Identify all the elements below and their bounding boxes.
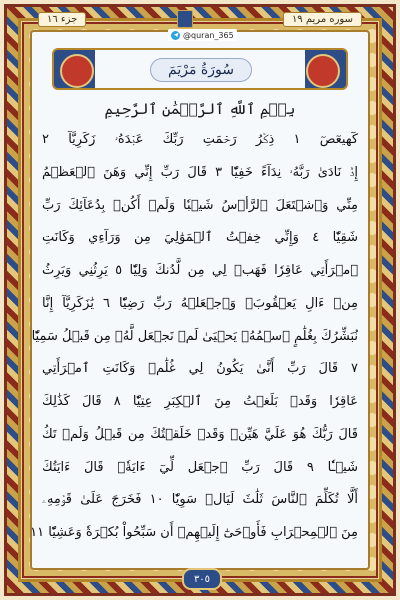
surah-title: سُورَةُ مَرْيَمَ [168, 62, 234, 78]
telegram-icon [171, 31, 180, 40]
banner-left-medallion [60, 54, 94, 88]
channel-handle[interactable] [168, 29, 237, 41]
basmala: بِسۡمِ ٱللَّهِ ٱلرَّحۡمَٰنِ ٱلرَّحِيمِ [104, 100, 296, 118]
verse-lines [30, 126, 359, 546]
verse-line: ٧ قَالَ رَبِّ أَنَّىٰ يَكُونُ لِي غُلَٰمٞ وَكَانَتِ ٱمۡرَأَتِي [42, 361, 358, 377]
verse-line: شَقِيّٗا ٤ وَإِنِّي خِفۡتُ ٱلۡمَوَٰلِيَ مِن وَرَآءِي وَكَانَتِ [42, 230, 358, 246]
verse-line: عَاقِرٗا وَقَدۡ بَلَغۡتُ مِنَ ٱلۡكِبَرِ عِتِيّٗا ٨ قَالَ كَذَٰلِكَ [42, 394, 358, 409]
verse-line: ٱمۡرَأَتِي عَاقِرٗا فَهَبۡ لِي مِن لَّدُنكَ وَلِيّٗا ٥ يَرِثُنِي وَيَرِثُ [42, 263, 358, 278]
verse-line: أَلَّا تُكَلِّمَ ٱلنَّاسَ ثَلَٰثَ لَيَالٖ سَوِيّٗا ١٠ فَخَرَجَ عَلَىٰ قَوۡمِهِۦ [42, 492, 358, 508]
banner-right-medallion [306, 54, 340, 88]
page-header [38, 8, 362, 30]
verse-line: كٓهيعٓصٓ ١ ذِكۡرُ رَحۡمَتِ رَبِّكَ عَبۡدَهُۥ زَكَرِيَّآ ٢ [42, 132, 359, 147]
surah-banner [52, 48, 348, 90]
verse-line: قَالَ رَبُّكَ هُوَ عَلَيَّ هَيِّنٞ وَقَدۡ خَلَقۡتُكَ مِن قَبۡلُ وَلَمۡ تَكُ [42, 426, 358, 442]
juz-label: جزء ١٦ [38, 12, 86, 27]
verse-line: مِنَ ٱلۡمِحۡرَابِ فَأَوۡحَىٰٓ إِلَيۡهِمۡ أَن سَبِّحُواْ بُكۡرَةٗ وَعَشِيّٗا ١١ [30, 525, 358, 540]
channel-handle-text: @quran_365 [183, 30, 234, 40]
verse-line: مِنِّي وَٱشۡتَعَلَ ٱلرَّأۡسُ شَيۡبٗا وَلَمۡ أَكُنۢ بِدُعَآئِكَ رَبِّ [42, 197, 358, 213]
verse-line: مِنۡ ءَالِ يَعۡقُوبَۖ وَٱجۡعَلۡهُ رَبِّ رَضِيّٗا ٦ يَٰزَكَرِيَّآ إِنَّا [42, 295, 358, 311]
emblem-icon [177, 10, 193, 28]
page-number: ٣٠٥ [182, 568, 222, 590]
verse-line: شَيۡـٔٗا ٩ قَالَ رَبِّ ٱجۡعَل لِّيٓ ءَايَةٗۖ قَالَ ءَايَتُكَ [42, 459, 358, 475]
surah-title-cartouche [150, 58, 252, 82]
verse-line: نُبَشِّرُكَ بِغُلَٰمٍ ٱسۡمُهُۥ يَحۡيَىٰ لَمۡ نَجۡعَل لَّهُۥ مِن قَبۡلُ سَمِيّٗا [31, 328, 358, 344]
surah-label: سوره مريم ١٩ [283, 12, 362, 27]
verse-line: إِذۡ نَادَىٰ رَبَّهُۥ نِدَآءً خَفِيّٗا ٣ قَالَ رَبِّ إِنِّي وَهَنَ ٱلۡعَظۡمُ [42, 164, 358, 180]
